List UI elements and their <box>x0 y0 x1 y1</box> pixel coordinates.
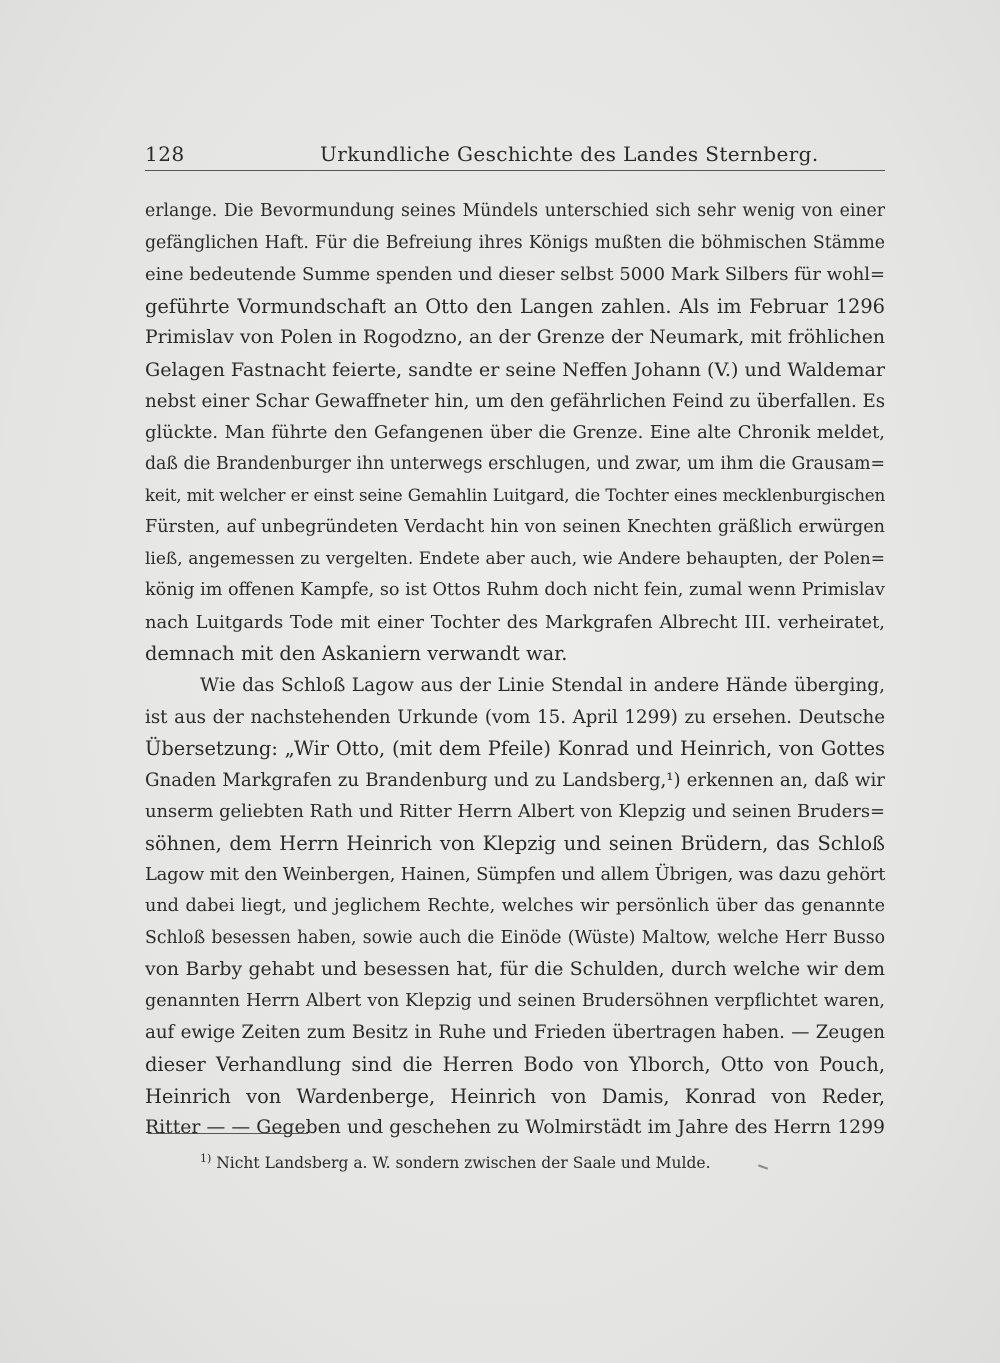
text-line: Lagow mit den Weinbergen, Hainen, Sümpfen und allem Übrigen, was dazu gehört <box>145 864 885 886</box>
footnote-rule <box>148 1133 308 1134</box>
text-line: Primislav von Polen in Rogodzno, an der Grenze der Neumark, mit fröhlichen <box>145 327 885 349</box>
text-line: Wie das Schloß Lagow aus der Linie Stendal in andere Hände überging, <box>200 674 885 696</box>
text-line: daß die Brandenburger ihn unterwegs erschlugen, und zwar, um ihm die Grausam= <box>145 453 885 474</box>
text-line: und dabei liegt, und jeglichem Rechte, welches wir persönlich über das genannte <box>145 896 885 917</box>
text-line: Schloß besessen haben, sowie auch die Einöde (Wüste) Maltow, welche Herr Busso <box>145 927 885 948</box>
text-line: demnach mit den Askaniern verwandt war. <box>145 642 568 666</box>
paper-speck <box>758 1164 768 1169</box>
footnote-text: Nicht Landsberg a. W. sondern zwischen der Saale und Mulde. <box>216 1154 711 1173</box>
text-line: dieser Verhandlung sind die Herren Bodo von Ylborch, Otto von Pouch, <box>145 1053 885 1077</box>
text-line: unserm geliebten Rath und Ritter Herrn Albert von Klepzig und seinen Bruders= <box>145 801 885 823</box>
text-line: nach Luitgards Tode mit einer Tochter des Markgrafen Albrecht III. verheiratet, <box>145 611 885 633</box>
text-line: erlange. Die Bevormundung seines Mündels unterschied sich sehr wenig von einer <box>145 201 885 221</box>
text-line: keit, mit welcher er einst seine Gemahlin Luitgard, die Tochter eines mecklenburgischen <box>145 485 885 506</box>
text-line: ist aus der nachstehenden Urkunde (vom 15. April 1299) zu ersehen. Deutsche <box>145 706 885 728</box>
text-line: Gelagen Fastnacht feierte, sandte er seine Neffen Johann (V.) und Waldemar <box>145 357 885 381</box>
text-line: nebst einer Schar Gewaffneter hin, um den gefährlichen Feind zu überfallen. Es <box>145 390 885 412</box>
text-line: könig im offenen Kampfe, so ist Ottos Ruhm doch nicht fein, zumal wenn Primislav <box>145 580 885 601</box>
footnote-marker: 1) <box>200 1152 212 1165</box>
text-line: Heinrich von Wardenberge, Heinrich von Damis, Konrad von Reder, <box>145 1084 885 1108</box>
footnote <box>200 1152 711 1172</box>
text-line: auf ewige Zeiten zum Besitz in Ruhe und Frieden übertragen haben. — Zeugen <box>145 1022 885 1044</box>
text-line: ließ, angemessen zu vergelten. Endete aber auch, wie Andere behaupten, der Polen= <box>145 548 885 569</box>
text-line: Fürsten, auf unbegründeten Verdacht hin von seinen Knechten gräßlich erwürgen <box>145 516 885 537</box>
running-title: Urkundliche Geschichte des Landes Sternberg. <box>320 142 819 166</box>
header-rule <box>145 170 885 171</box>
text-line: genannten Herrn Albert von Klepzig und seinen Brudersöhnen verpflichtet waren, <box>145 990 885 1011</box>
text-line: söhnen, dem Herrn Heinrich von Klepzig und seinen Brüdern, das Schloß <box>145 831 885 855</box>
text-line: Übersetzung: „Wir Otto, (mit dem Pfeile) Konrad und Heinrich, von Gottes <box>145 737 885 761</box>
text-line: eine bedeutende Summe spenden und dieser selbst 5000 Mark Silbers für wohl= <box>145 264 885 286</box>
text-line: Ritter — — Gegeben und geschehen zu Wolmirstädt im Jahre des Herrn 1299 <box>145 1117 885 1139</box>
text-line: gefänglichen Haft. Für die Befreiung ihres Königs mußten die böhmischen Stämme <box>145 232 885 253</box>
text-line: geführte Vormundschaft an Otto den Langen zahlen. Als im Februar 1296 <box>145 294 885 318</box>
body-text <box>145 196 885 1144</box>
page-number: 128 <box>145 142 185 166</box>
text-line: von Barby gehabt und besessen hat, für die Schulden, durch welche wir dem <box>145 959 885 981</box>
text-line: Gnaden Markgrafen zu Brandenburg und zu Landsberg,¹) erkennen an, daß wir <box>145 769 885 791</box>
page-header <box>145 142 880 172</box>
text-line: glückte. Man führte den Gefangenen über die Grenze. Eine alte Chronik meldet, <box>145 422 885 444</box>
